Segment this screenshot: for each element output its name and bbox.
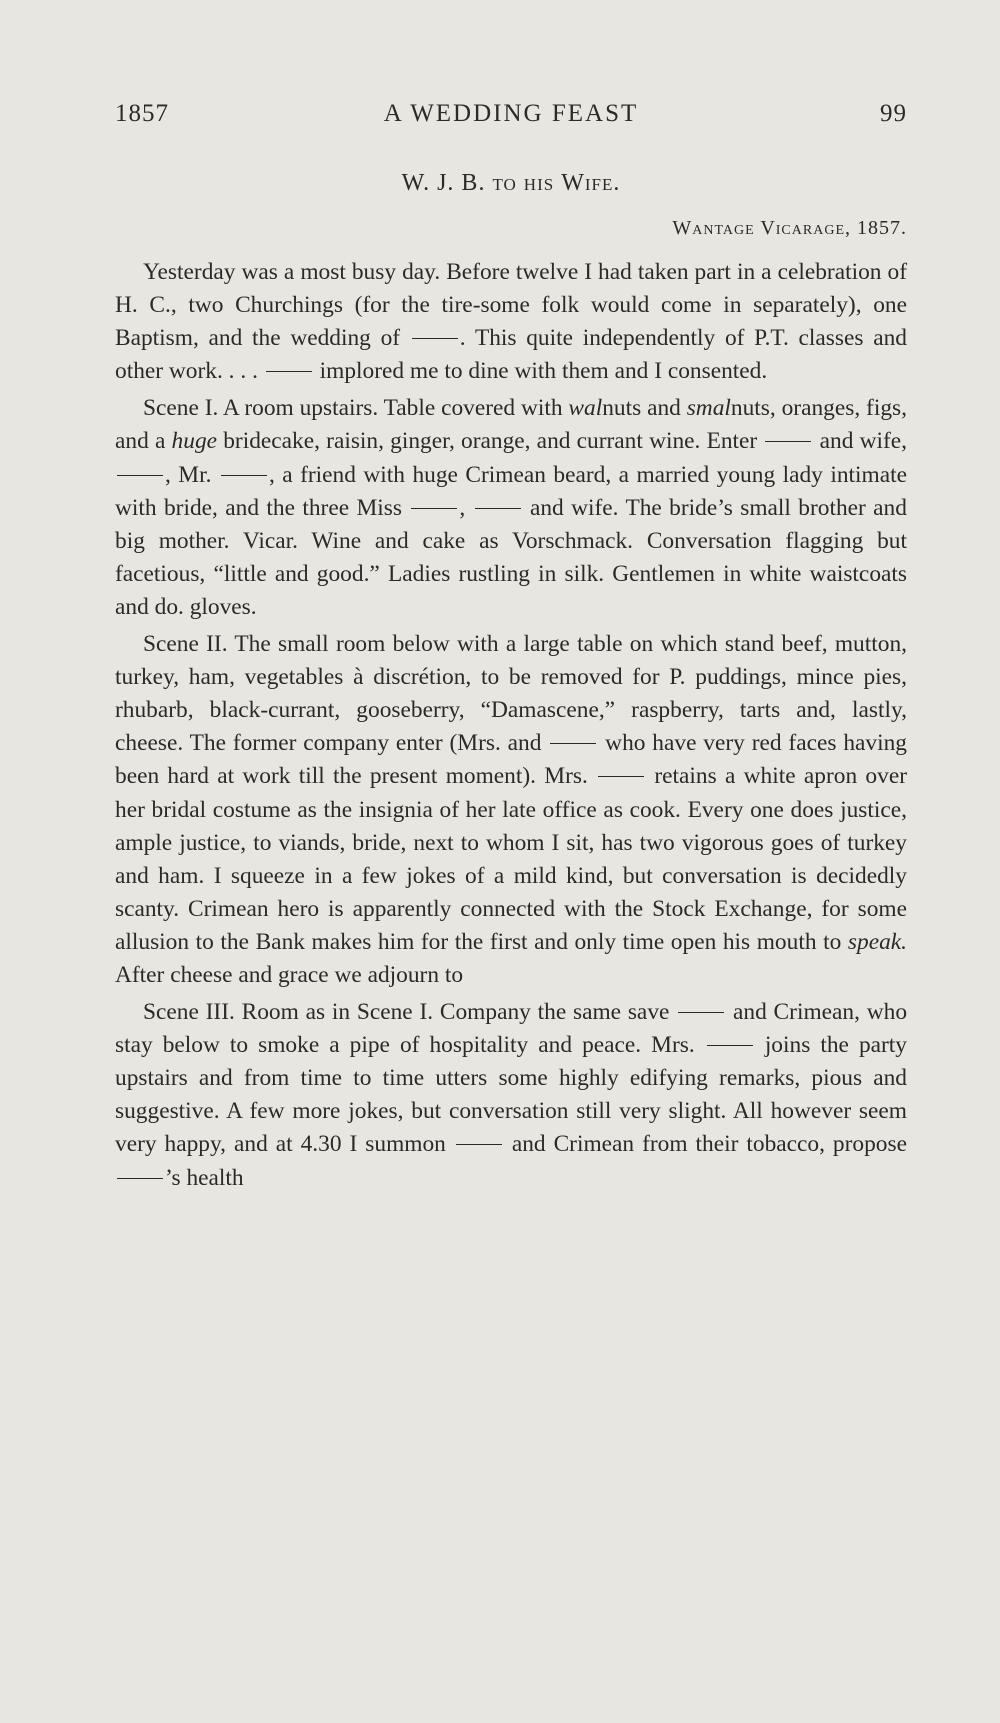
p2-text-i: and wife. The bride’s small brother and big mother. Vicar. Wine and cake as Vorschmack. Conversation flagging but facetious, “little and good.” Ladies rustling in silk. Gentlemen in white waistcoats and do. gloves. — [115, 494, 907, 620]
letter-heading-wife: Wife. — [561, 170, 621, 196]
name-omitted-dash — [678, 1012, 724, 1013]
p2-text-a: Scene I. A room upstairs. Table covered with — [143, 395, 563, 422]
running-head — [115, 100, 907, 130]
name-omitted-dash — [412, 338, 458, 339]
p1-text-c: implored me to dine with them and I consented. — [319, 358, 768, 385]
p3-text-d: After cheese and grace we adjourn to — [115, 961, 464, 988]
paragraph-1 — [115, 256, 907, 388]
letter-dateline: Wantage Vicarage, 1857. — [672, 217, 907, 239]
letter-heading — [115, 170, 907, 197]
p3-text-c: retains a white apron over her bridal costume as the insignia of her late office as cook. Every one does justice, ample justice, to viands, bride, next to whom I sit, has two vigorous goes of turkey and ham. I squeeze in a few jokes of a mild kind, but conversation is decidedly scanty. Crimean hero is apparently connected with the Stock Exchange, for some allusion to the Bank makes him for the first and only time open his mouth to — [115, 763, 907, 955]
p4-text-b: and Crimean, who stay below to smoke a pipe of hospitality and peace. Mrs. — [115, 999, 908, 1059]
p4-text-d: and Crimean from their tobacco, propose — [511, 1131, 907, 1158]
p2-text-e: and wife, — [819, 428, 908, 455]
p2-text-d: bridecake, raisin, ginger, orange, and currant wine. Enter — [223, 428, 758, 455]
p3-italic-speak: speak. — [847, 928, 907, 955]
p2-text-c: nuts, oranges, figs, and a — [115, 395, 907, 455]
p1-text-b: . This quite independently of P.T. classes and other work. . . . — [115, 325, 907, 385]
name-omitted-dash — [550, 743, 596, 744]
p4-text-c: joins the party upstairs and from time to time utters some highly edifying remarks, pious and suggestive. A few more jokes, but conversation still very slight. All however seem very happy, and at 4.30 I summon — [115, 1032, 908, 1158]
letter-heading-initials: W. J. B. — [401, 170, 486, 196]
name-omitted-dash — [475, 508, 521, 509]
paragraph-4 — [115, 996, 907, 1195]
name-omitted-dash — [117, 1178, 163, 1179]
name-omitted-dash — [598, 776, 644, 777]
letter-body — [115, 256, 907, 1195]
p2-italic-smal: smal — [686, 395, 731, 422]
p2-text-g: , a friend with huge Crimean beard, a married young lady intimate with bride, and the three Miss — [115, 461, 907, 521]
p2-text-b: nuts and — [602, 395, 681, 422]
letter-heading-to: to his — [492, 170, 555, 196]
p3-text-b: who have very red faces having been hard at work till the present moment). Mrs. — [115, 730, 907, 790]
name-omitted-dash — [117, 475, 163, 476]
name-omitted-dash — [456, 1144, 502, 1145]
page-number: 99 — [880, 100, 907, 127]
running-head-title: A WEDDING FEAST — [383, 100, 639, 127]
name-omitted-dash — [707, 1045, 753, 1046]
p3-text-a: Scene II. The small room below with a large table on which stand beef, mutton, turkey, ham, vegetables à discrétion, to be removed for P. puddings, mince pies, rhubarb, black-currant, gooseberry, “Damascene,” raspberry, tarts and, lastly, cheese. The former company enter (Mrs. and — [115, 631, 907, 757]
p2-italic-wal: wal — [568, 395, 603, 422]
paragraph-3 — [115, 628, 907, 992]
p4-text-e: ’s health — [165, 1164, 244, 1191]
running-head-year: 1857 — [115, 100, 169, 127]
name-omitted-dash — [411, 508, 457, 509]
name-omitted-dash — [221, 475, 267, 476]
p4-text-a: Scene III. Room as in Scene I. Company the same save — [143, 999, 670, 1026]
p2-italic-huge: huge — [171, 428, 218, 455]
name-omitted-dash — [266, 371, 312, 372]
paragraph-2 — [115, 392, 907, 624]
p2-text-f: , Mr. — [165, 461, 212, 488]
p2-text-h: , — [459, 494, 466, 521]
p1-text-a: Yesterday was a most busy day. Before twelve I had taken part in a celebration of H. C., two Churchings (for the tire-some folk would come in separately), one Baptism, and the wedding of — [115, 259, 907, 352]
name-omitted-dash — [765, 441, 811, 442]
